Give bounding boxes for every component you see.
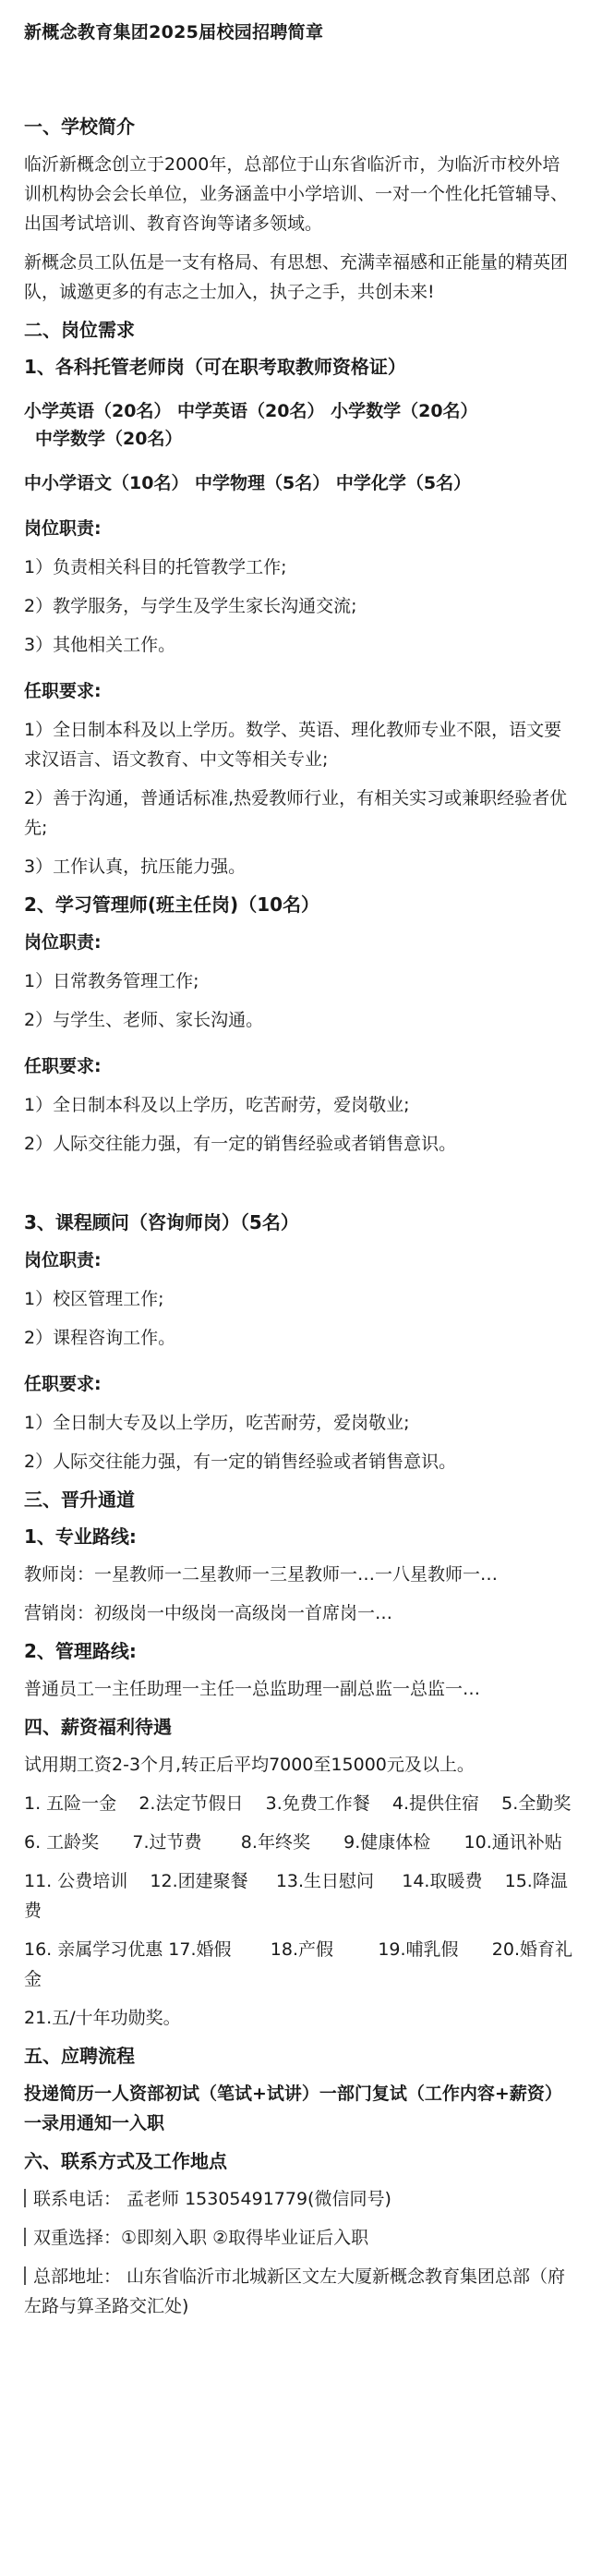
benefits-row-2: 6. 工龄奖 7.过节费 8.年终奖 9.健康体检 10.通讯补贴	[24, 1832, 562, 1853]
process-flow: 投递简历一人资部初试（笔试+试讲）一部门复试（工作内容+薪资）一录用通知一入职	[24, 2084, 562, 2133]
job1-duty-heading: 岗位职责:	[24, 518, 102, 539]
job2-req-heading: 任职要求:	[24, 1056, 102, 1076]
benefits-row-3: 11. 公费培训 12.团建聚餐 13.生日慰问 14.取暖费 15.降温费	[24, 1871, 568, 1921]
page-title: 新概念教育集团2025届校园招聘简章	[24, 22, 324, 43]
job1-duty-3: 3）其他相关工作。	[24, 635, 176, 655]
job1-req-3: 3）工作认真，抗压能力强。	[24, 857, 247, 877]
job1-req-1: 1）全日制本科及以上学历。数学、英语、理化教师专业不限，语文要求汉语言、语文教育、中文等相关专业;	[24, 720, 562, 770]
address-line	[24, 2262, 573, 2321]
contact-line	[24, 2184, 573, 2214]
choice-line	[24, 2223, 573, 2253]
job2-duty-2: 2）与学生、老师、家长沟通。	[24, 1010, 264, 1030]
job1-title: 1、各科托管老师岗（可在职考取教师资格证）	[24, 356, 406, 378]
bullet-bar	[24, 2189, 26, 2207]
route2-title: 2、管理路线:	[24, 1640, 137, 1662]
job2-duty-1: 1）日常教务管理工作;	[24, 971, 199, 991]
job1-positions-line2: 中学数学（20名）	[35, 429, 183, 449]
document-body	[24, 113, 573, 2321]
section-heading-intro: 一、学校简介	[24, 115, 135, 138]
benefits-row-5: 21.五/十年功勋奖。	[24, 2008, 181, 2028]
section-heading-promotion: 三、晋升通道	[24, 1488, 135, 1511]
job2-title: 2、学习管理师(班主任岗)（10名）	[24, 893, 320, 916]
job2-req-1: 1）全日制本科及以上学历，吃苦耐劳，爱岗敬业;	[24, 1095, 410, 1115]
job2-req-2: 2）人际交往能力强，有一定的销售经验或者销售意识。	[24, 1134, 457, 1154]
benefits-row-4: 16. 亲属学习优惠 17.婚假 18.产假 19.哺乳假 20.婚育礼金	[24, 1939, 572, 1989]
route1-teacher: 教师岗：一星教师一二星教师一三星教师一…一八星教师一…	[24, 1564, 499, 1585]
job1-req-heading: 任职要求:	[24, 681, 102, 701]
job3-duty-2: 2）课程咨询工作。	[24, 1328, 176, 1348]
job3-duty-heading: 岗位职责:	[24, 1250, 102, 1270]
choice-text: 双重选择：①即刻入职 ②取得毕业证后入职	[33, 2228, 369, 2248]
route1-title: 1、专业路线:	[24, 1525, 137, 1548]
route2-text: 普通员工一主任助理一主任一总监助理一副总监一总监一…	[24, 1679, 481, 1699]
section-heading-process: 五、应聘流程	[24, 2045, 135, 2067]
benefits-row-1: 1. 五险一金 2.法定节假日 3.免费工作餐 4.提供住宿 5.全勤奖	[24, 1793, 572, 1814]
route1-sales: 营销岗：初级岗一中级岗一高级岗一首席岗一…	[24, 1603, 393, 1623]
job3-duty-1: 1）校区管理工作;	[24, 1289, 164, 1309]
contact-text: 联系电话： 孟老师 15305491779(微信同号)	[33, 2189, 391, 2209]
job3-req-2: 2）人际交往能力强，有一定的销售经验或者销售意识。	[24, 1452, 457, 1472]
job1-req-2: 2）善于沟通，普通话标准,热爱教师行业，有相关实习或兼职经验者优先;	[24, 788, 568, 838]
job1-positions-line1: 小学英语（20名） 中学英语（20名） 小学数学（20名）	[24, 401, 478, 421]
job1-positions-line3: 中小学语文（10名） 中学物理（5名） 中学化学（5名）	[24, 473, 472, 493]
intro-paragraph-2: 新概念员工队伍是一支有格局、有思想、充满幸福感和正能量的精英团队，诚邀更多的有志之士加入，执子之手，共创未来!	[24, 252, 569, 302]
job2-duty-heading: 岗位职责:	[24, 932, 102, 953]
job1-duty-2: 2）教学服务，与学生及学生家长沟通交流;	[24, 596, 357, 616]
bullet-bar	[24, 2228, 26, 2246]
section-heading-benefits: 四、薪资福利待遇	[24, 1716, 172, 1738]
salary-text: 试用期工资2-3个月,转正后平均7000至15000元及以上。	[24, 1755, 475, 1775]
job1-duty-1: 1）负责相关科目的托管教学工作;	[24, 557, 287, 577]
intro-paragraph-1: 临沂新概念创立于2000年，总部位于山东省临沂市，为临沂市校外培训机构协会会长单位，业务涵盖中小学培训、一对一个性化托管辅导、出国考试培训、教育咨询等诸多领域。	[24, 154, 569, 234]
bullet-bar	[24, 2266, 26, 2285]
section-heading-positions: 二、岗位需求	[24, 319, 135, 341]
address-text: 总部地址： 山东省临沂市北城新区文左大厦新概念教育集团总部（府左路与算圣路交汇处)	[24, 2266, 566, 2316]
section-heading-contact: 六、联系方式及工作地点	[24, 2150, 227, 2172]
job3-req-heading: 任职要求:	[24, 1374, 102, 1394]
job3-title: 3、课程顾问（咨询师岗）（5名）	[24, 1211, 299, 1233]
job3-req-1: 1）全日制大专及以上学历，吃苦耐劳，爱岗敬业;	[24, 1413, 410, 1433]
